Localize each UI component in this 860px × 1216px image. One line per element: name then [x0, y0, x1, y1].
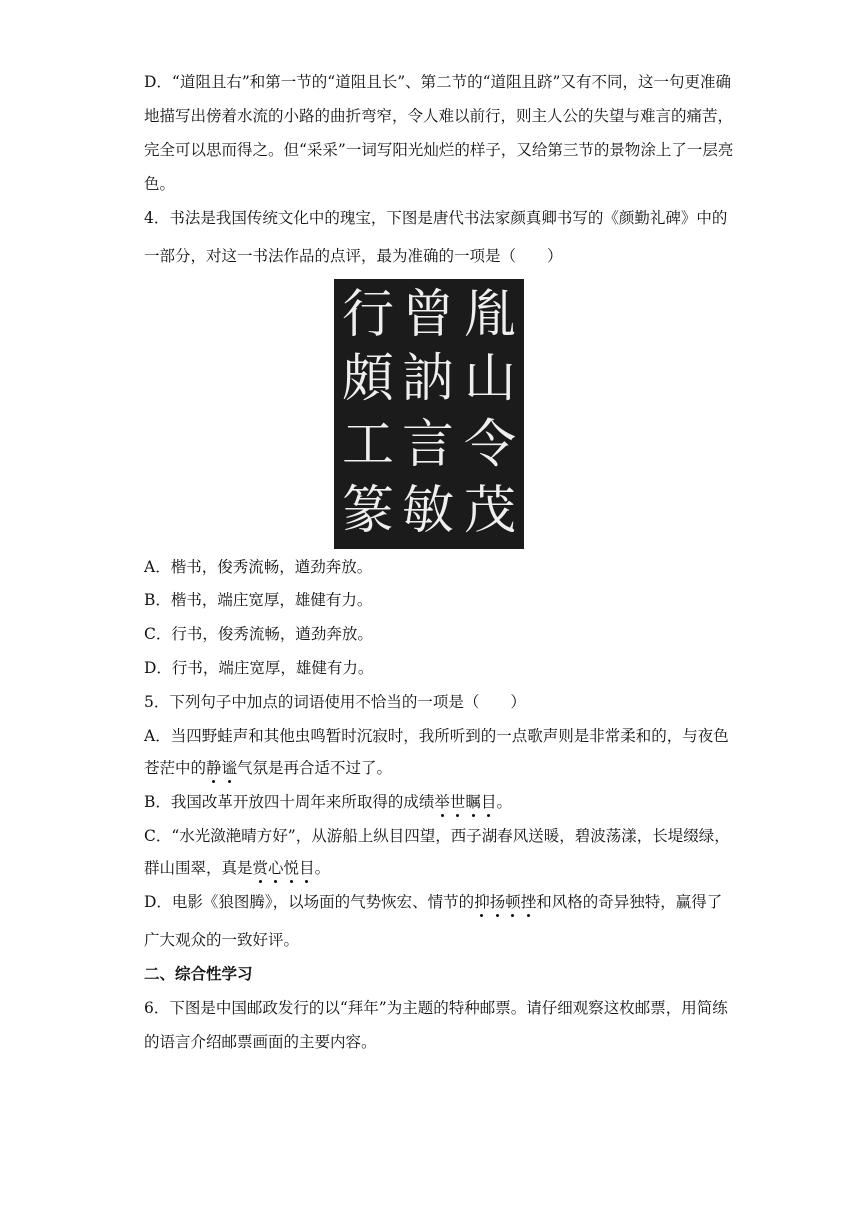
- emphasis-char: 谧: [221, 759, 238, 777]
- calligraphy-char: 工: [341, 415, 394, 475]
- text: 苍茫中的: [144, 759, 207, 777]
- q4-stem-line-2: 一部分，对这一书法作品的点评，最为准确的一项是（ ）: [144, 247, 563, 265]
- dotted-word: [434, 793, 496, 811]
- calligraphy-char: 茂: [463, 481, 516, 541]
- emphasis-char: 挫: [520, 893, 537, 911]
- q5-option-b: [144, 792, 512, 812]
- emphasis-char: 世: [449, 793, 466, 811]
- calligraphy-char: 訥: [401, 349, 454, 409]
- q5-stem: 5．下列句子中加点的词语使用不恰当的一项是（ ）: [144, 693, 526, 711]
- emphasis-char: 静: [206, 759, 222, 777]
- dotted-word: [474, 893, 536, 911]
- q5-option-a-line-2: [144, 758, 392, 778]
- emphasis-char: 瞩: [465, 793, 481, 811]
- dotted-word: [206, 759, 237, 777]
- text: 和风格的奇异独特，赢得了: [536, 893, 723, 911]
- q6-line-1: 6．下图是中国邮政发行的以“拜年”为主题的特种邮票。请仔细观察这枚邮票，用简练: [144, 999, 728, 1017]
- q4-option-d: D．行书，端庄宽厚，雄健有力。: [144, 659, 374, 677]
- q4-option-b: B．楷书，端庄宽厚，雄健有力。: [144, 591, 373, 609]
- q4-stem-line-1: 4．书法是我国传统文化中的瑰宝，下图是唐代书法家颜真卿书写的《颜勤礼碑》中的: [144, 209, 728, 227]
- section-title: 二、综合性学习: [144, 965, 253, 983]
- q4-option-c: C．行书，俊秀流畅，遒劲奔放。: [144, 625, 373, 643]
- calligraphy-image: [334, 279, 524, 549]
- q5-option-d-line-2: 广大观众的一致好评。: [144, 931, 300, 949]
- calligraphy-char: 行: [341, 285, 394, 345]
- calligraphy-char: 篆: [341, 481, 394, 541]
- q4-option-a: A．楷书，俊秀流畅，遒劲奔放。: [144, 558, 373, 576]
- emphasis-char: 顿: [505, 893, 521, 911]
- emphasis-char: 举: [434, 793, 450, 811]
- emphasis-char: 目: [299, 859, 315, 877]
- text: 气氛是再合适不过了。: [237, 759, 393, 777]
- q3-option-d-line-4: 色。: [144, 175, 176, 193]
- text: 。: [314, 859, 331, 877]
- q5-option-a-line-1: A．当四野蛙声和其他虫鸣暂时沉寂时，我所听到的一点歌声则是非常柔和的，与夜色: [144, 727, 729, 745]
- q5-option-c-line-2: [144, 858, 330, 878]
- q3-option-d-line-1: D．“道阻且右”和第一节的“道阻且长”、第二节的“道阻且跻”又有不同，这一句更准确: [144, 73, 731, 91]
- q5-option-d-line-1: [144, 892, 722, 912]
- q3-option-d-line-3: 完全可以思而得之。但“采采”一词写阳光灿烂的样子，又给第三节的景物涂上了一层亮: [144, 141, 734, 159]
- calligraphy-char: 胤: [463, 285, 516, 345]
- text: D．电影《狼图腾》，以场面的气势恢宏、情节的: [144, 893, 475, 911]
- text: B．我国改革开放四十周年来所取得的成绩: [144, 793, 435, 811]
- text: 群山围翠，真是: [144, 859, 253, 877]
- emphasis-char: 抑: [474, 893, 490, 911]
- q5-option-c-line-1: C．“水光潋滟晴方好”，从游船上纵目四望，西子湖春风送暖，碧波荡漾，长堤缀绿，: [144, 827, 730, 845]
- q6-line-2: 的语言介绍邮票画面的主要内容。: [144, 1033, 377, 1051]
- q3-option-d-line-2: 地描写出傍着水流的小路的曲折弯窄，令人难以前行，则主人公的失望与难言的痛苦，: [144, 107, 734, 125]
- text: 。: [496, 793, 512, 811]
- calligraphy-char: 言: [401, 415, 454, 475]
- dotted-word: [253, 859, 315, 877]
- calligraphy-char: 敏: [401, 481, 454, 541]
- calligraphy-char: 曾: [401, 285, 454, 345]
- calligraphy-char: 頗: [341, 349, 394, 409]
- emphasis-char: 悦: [283, 859, 300, 877]
- emphasis-char: 心: [268, 859, 284, 877]
- emphasis-char: 目: [480, 793, 497, 811]
- emphasis-char: 赏: [252, 859, 269, 877]
- emphasis-char: 扬: [489, 893, 506, 911]
- calligraphy-char: 令: [463, 415, 516, 475]
- calligraphy-char: 山: [463, 349, 516, 409]
